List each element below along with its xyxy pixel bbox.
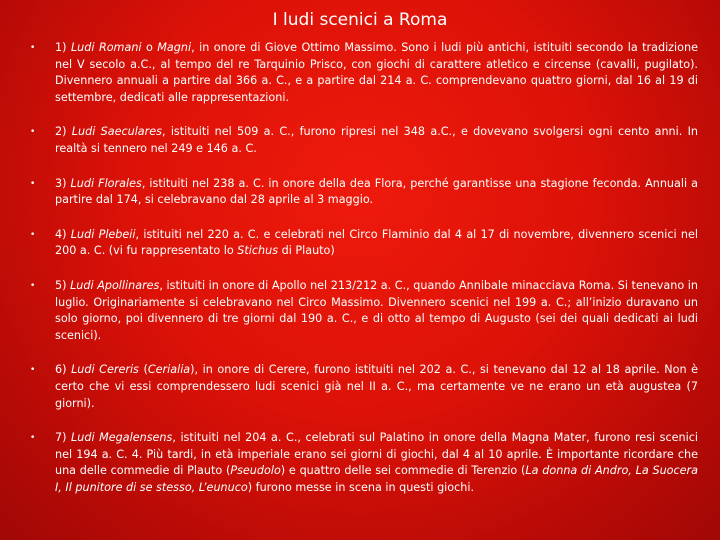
text-segment: di Plauto) [278,244,335,258]
bullet-icon: • [30,229,36,240]
text-segment: ) furono messe in scena in questi giochi. [247,480,475,494]
italic-text: Ludi Romani [70,41,142,54]
list-item [30,176,698,209]
list-item [30,430,698,496]
italic-text: Ludi Florales [70,176,142,190]
italic-text: Ludi Cereris [71,363,139,377]
text-segment: 1) [55,41,71,54]
italic-text: La donna di Andro, La Suocera I, Il punitore di se stesso, L’eunuco [55,464,698,494]
italic-text: Ludi Plebeii [70,227,136,241]
list-item [30,124,698,157]
text-segment: , istituiti nel 238 a. C. in onore della dea Flora, perché garantisse una stagione feconda. Annuali a partire dal 174, si celebravano dal 28 aprile al 3 maggio. [55,176,698,207]
text-segment: ), in onore di Cerere, furono istituiti nel 202 a. C., si tenevano dal 12 al 18 aprile. Non è certo che vi essi comprendessero ludi scenici già nel II a. C., ma certamente ve ne erano un età augustea (7 giorni). [55,363,699,410]
italic-text: Cerialia [147,363,191,377]
page-title: I ludi scenici a Roma [272,10,448,30]
text-segment: 4) [55,227,71,241]
text-segment: o [141,41,158,54]
text-segment: , istituiti nel 509 a. C., furono ripresi nel 348 a.C., e dovevano svolgersi ogni cento anni. In realtà si tennero nel 249 e 146 a. C. [55,125,698,155]
text-segment: , in onore di Giove Ottimo Massimo. Sono i ludi più antichi, istituiti secondo la tradizione nel V secolo a.C., al tempo del re Tarquinio Prisco, con giochi di carattere atletico e circense (cavalli, pugilato). Divennero annuali a partire dal 366 a. C., e a partire dal 214 a. C. comprendevano quattro giorni, dal 16 al 19 di settembre, dedicati alle rappresentazioni. [55,41,698,104]
list-item [30,362,698,412]
text-segment: ) e quattro delle sei commedie di Terenzio ( [280,464,526,478]
italic-text: Stichus [237,244,279,258]
bullet-icon: • [30,127,36,138]
italic-text: Magni [157,41,192,54]
italic-text: Pseudolo [230,464,281,478]
list-item [30,40,698,106]
italic-text: Ludi Apollinares [70,278,160,292]
bullet-icon: • [30,43,36,53]
bullet-icon: • [30,365,36,376]
list-item [30,227,698,260]
list-item [30,278,698,344]
text-segment: 2) [55,125,72,139]
text-segment: , istituiti in onore di Apollo nel 213/212 a. C., quando Annibale minacciava Roma. Si tenevano in luglio. Originariamente si celebravano nel Circo Massimo. Divennero scenici nel 199 a. C.; all’inizio duravano un solo giorno, poi divennero di tre giorni dal 190 a. C., e di otto al tempo di Augusto (sei dei quali dedicati ai ludi scenici). [55,278,698,342]
list-item-text [55,125,698,155]
text-segment: , istituiti nel 204 a. C., celebrati sul Palatino in onore della Magna Mater, furono resi scenici nel 194 a. C. 4. Più tardi, in età imperiale erano sei giorni di giochi, dal 4 al 10 aprile. È importante ricordare che una delle commedie di Plauto ( [55,431,698,478]
list-item-text [55,431,698,494]
bullet-icon: • [30,178,36,189]
bullet-list [30,40,698,496]
list-item-text [55,279,698,342]
italic-text: Ludi Saeculares [71,125,162,139]
text-segment: 6) [55,363,72,377]
bullet-icon: • [30,280,36,291]
text-segment: 3) [55,176,71,190]
list-item-text [55,228,698,258]
text-segment: , istituiti nel 220 a. C. e celebrati nel Circo Flaminio dal 4 al 17 di novembre, divennero scenici nel 200 a. C. (vi fu rappresentato lo [55,227,698,258]
text-segment: ( [138,363,148,377]
text-segment: 5) [55,278,71,292]
italic-text: Ludi Megalensens [71,431,173,445]
list-item-text [55,363,698,409]
list-item-text [55,41,698,104]
list-item-text [55,177,698,207]
bullet-icon: • [30,433,36,444]
text-segment: 7) [55,431,72,445]
